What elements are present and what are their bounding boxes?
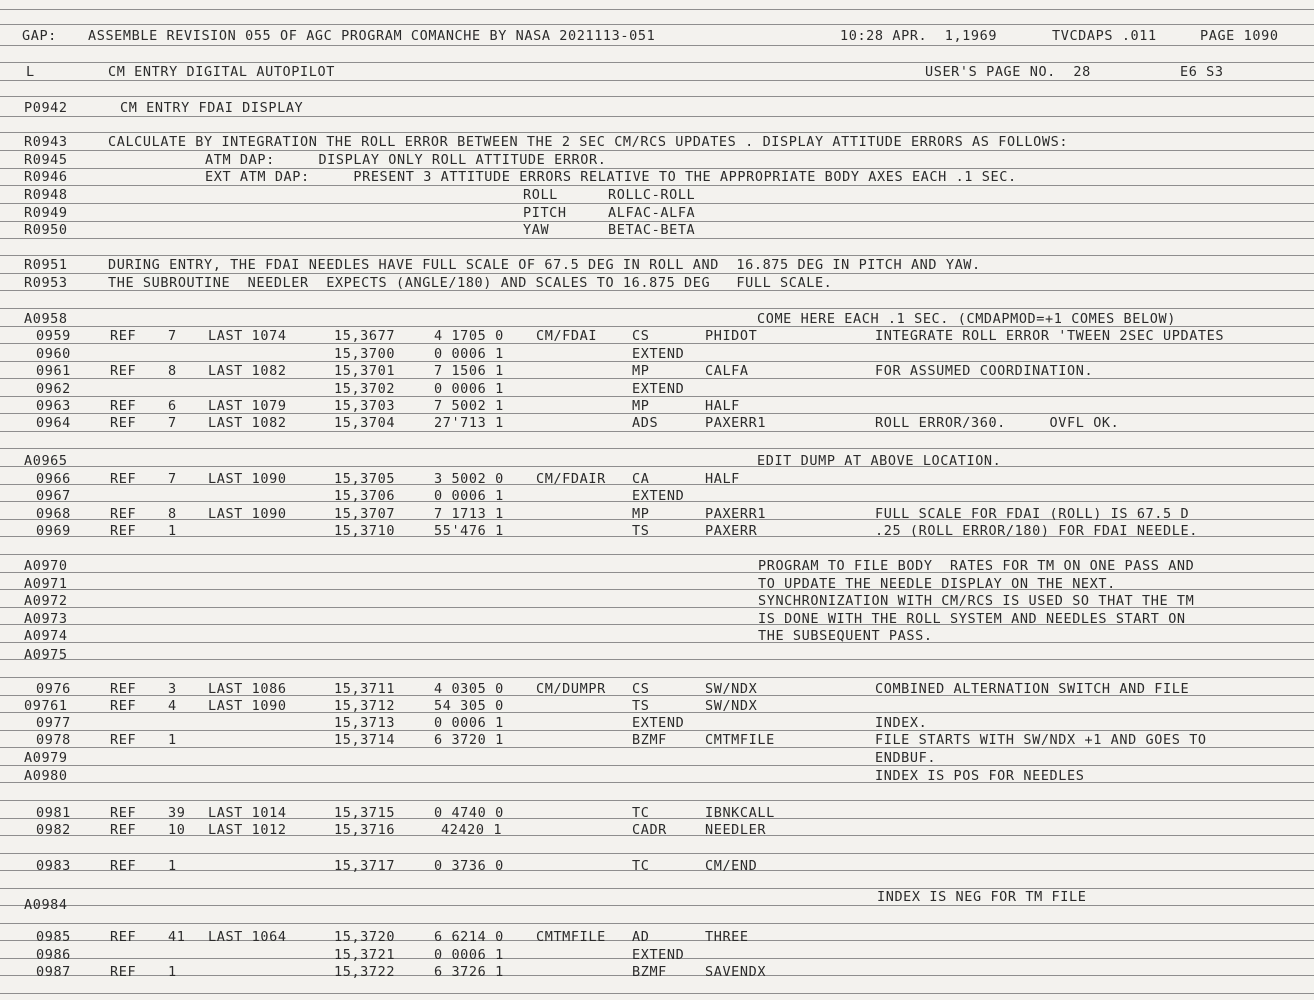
listing-operand: HALF — [705, 471, 740, 487]
listing-ref: REF — [110, 929, 137, 945]
axis-label: YAW — [523, 222, 550, 238]
listing-refn: 1 — [168, 964, 177, 980]
remark-id: R0953 — [24, 275, 68, 291]
listing-op: TC — [632, 805, 650, 821]
listing-last: LAST 1064 — [208, 929, 287, 945]
listing-comment: COME HERE EACH .1 SEC. (CMDAPMOD=+1 COMES BELOW) — [757, 311, 1176, 327]
listing-op: TC — [632, 858, 650, 874]
listing-row — [0, 592, 1314, 610]
listing-line: 0983 — [36, 858, 71, 874]
assemble-title: ASSEMBLE REVISION 055 OF AGC PROGRAM COMANCHE BY NASA 2021113-051 — [88, 28, 656, 44]
listing-row — [0, 575, 1314, 593]
listing-ref: REF — [110, 506, 137, 522]
remark-id: R0949 — [24, 205, 68, 221]
listing-line: A0979 — [24, 750, 68, 766]
listing-word: 3 5002 0 — [434, 471, 504, 487]
listing-operand: PAXERR1 — [705, 415, 767, 431]
listing-addr: 15,3700 — [334, 346, 396, 362]
page-header — [0, 27, 1314, 45]
listing-addr: 15,3721 — [334, 947, 396, 963]
remark-id: R0950 — [24, 222, 68, 238]
remark-id: R0948 — [24, 187, 68, 203]
listing-refn: 7 — [168, 471, 177, 487]
listing-ref: REF — [110, 964, 137, 980]
listing-refn: 41 — [168, 929, 186, 945]
listing-line: 0960 — [36, 346, 71, 362]
module-title: CM ENTRY DIGITAL AUTOPILOT — [108, 64, 335, 80]
listing-ref: REF — [110, 398, 137, 414]
listing-label: CM/DUMPR — [536, 681, 606, 697]
listing-row — [0, 928, 1314, 946]
axis-formula: ROLLC-ROLL — [608, 187, 696, 203]
listing-row — [0, 714, 1314, 732]
listing-refn: 10 — [168, 822, 186, 838]
axis-label: ROLL — [523, 187, 558, 203]
listing-addr: 15,3705 — [334, 471, 396, 487]
listing-row — [0, 487, 1314, 505]
listing-addr: 15,3711 — [334, 681, 396, 697]
gap-label: GAP: — [22, 28, 57, 44]
listing-row — [0, 470, 1314, 488]
listing-operand: CM/END — [705, 858, 758, 874]
print-datetime: 10:28 APR. 1,1969 — [840, 28, 998, 44]
listing-word: 42420 1 — [441, 822, 503, 838]
listing-last: LAST 1090 — [208, 471, 287, 487]
listing-word: 6 3726 1 — [434, 964, 504, 980]
listing-line: A0958 — [24, 311, 68, 327]
listing-refn: 1 — [168, 858, 177, 874]
listing-word: 0 0006 1 — [434, 715, 504, 731]
listing-row — [0, 414, 1314, 432]
remark-text: CALCULATE BY INTEGRATION THE ROLL ERROR BETWEEN THE 2 SEC CM/RCS UPDATES . DISPLAY ATTITUDE ERRORS AS FOLLOWS: — [108, 134, 1069, 150]
listing-ref: REF — [110, 415, 137, 431]
listing-addr: 15,3716 — [334, 822, 396, 838]
listing-line: A0972 — [24, 593, 68, 609]
section-title: CM ENTRY FDAI DISPLAY — [120, 100, 304, 116]
listing-ref: REF — [110, 805, 137, 821]
listing-word: 6 3720 1 — [434, 732, 504, 748]
listing-line: 0967 — [36, 488, 71, 504]
listing-comment: ENDBUF. — [875, 750, 937, 766]
listing-refn: 8 — [168, 506, 177, 522]
remark-text: EXT ATM DAP: PRESENT 3 ATTITUDE ERRORS RELATIVE TO THE APPROPRIATE BODY AXES EACH .1 SEC. — [205, 169, 1017, 185]
listing-refn: 7 — [168, 328, 177, 344]
listing-row — [0, 610, 1314, 628]
listing-comment: .25 (ROLL ERROR/180) FOR FDAI NEEDLE. — [875, 523, 1198, 539]
listing-ref: REF — [110, 363, 137, 379]
listing-label: CMTMFILE — [536, 929, 606, 945]
listing-line: A0984 — [24, 897, 68, 913]
listing-row — [0, 522, 1314, 540]
listing-last: LAST 1090 — [208, 506, 287, 522]
listing-row — [0, 804, 1314, 822]
listing-operand: PHIDOT — [705, 328, 758, 344]
listing-operand: PAXERR — [705, 523, 758, 539]
listing-word: 7 5002 1 — [434, 398, 504, 414]
listing-op: CA — [632, 471, 650, 487]
remark-id: R0946 — [24, 169, 68, 185]
listing-last: LAST 1074 — [208, 328, 287, 344]
listing-line: 0985 — [36, 929, 71, 945]
listing-line: 09761 — [24, 698, 68, 714]
listing-line: 0981 — [36, 805, 71, 821]
listing-op: BZMF — [632, 964, 667, 980]
axis-formula: BETAC-BETA — [608, 222, 696, 238]
listing-last: LAST 1082 — [208, 363, 287, 379]
listing-line: A0971 — [24, 576, 68, 592]
listing-operand: SW/NDX — [705, 681, 758, 697]
listing-ref: REF — [110, 328, 137, 344]
listing-word: 27'713 1 — [434, 415, 504, 431]
listing-row — [0, 505, 1314, 523]
listing-operand: HALF — [705, 398, 740, 414]
listing-operand: NEEDLER — [705, 822, 767, 838]
remark-row — [0, 151, 1314, 169]
listing-refn: 4 — [168, 698, 177, 714]
listing-row — [0, 767, 1314, 785]
listing-op: TS — [632, 523, 650, 539]
remark-row — [0, 168, 1314, 186]
listing-last: LAST 1014 — [208, 805, 287, 821]
listing-last: LAST 1090 — [208, 698, 287, 714]
listing-line: 0966 — [36, 471, 71, 487]
remark-text: THE SUBROUTINE NEEDLER EXPECTS (ANGLE/180) AND SCALES TO 16.875 DEG FULL SCALE. — [108, 275, 833, 291]
listing-refn: 3 — [168, 681, 177, 697]
listing-addr: 15,3720 — [334, 929, 396, 945]
listing-refn: 39 — [168, 805, 186, 821]
remark-id: R0943 — [24, 134, 68, 150]
listing-op: MP — [632, 363, 650, 379]
listing-comment: INDEX IS NEG FOR TM FILE — [877, 889, 1087, 905]
listing-op: ADS — [632, 415, 659, 431]
listing-refn: 8 — [168, 363, 177, 379]
listing-addr: 15,3717 — [334, 858, 396, 874]
listing-line: 0969 — [36, 523, 71, 539]
remark-row — [0, 274, 1314, 292]
listing-line: A0980 — [24, 768, 68, 784]
listing-addr: 15,3714 — [334, 732, 396, 748]
listing-addr: 15,3703 — [334, 398, 396, 414]
listing-line: 0963 — [36, 398, 71, 414]
listing-line: A0970 — [24, 558, 68, 574]
listing-op: AD — [632, 929, 650, 945]
section-heading — [0, 99, 1314, 117]
program-id: TVCDAPS .011 — [1052, 28, 1157, 44]
listing-op: EXTEND — [632, 715, 685, 731]
listing-line: A0974 — [24, 628, 68, 644]
listing-operand: PAXERR1 — [705, 506, 767, 522]
listing-row — [0, 680, 1314, 698]
listing-line: 0961 — [36, 363, 71, 379]
listing-line: 0968 — [36, 506, 71, 522]
listing-addr: 15,3707 — [334, 506, 396, 522]
listing-label: CM/FDAIR — [536, 471, 606, 487]
listing-word: 4 1705 0 — [434, 328, 504, 344]
listing-row — [0, 397, 1314, 415]
listing-row — [0, 821, 1314, 839]
listing-refn: 7 — [168, 415, 177, 431]
listing-last: LAST 1086 — [208, 681, 287, 697]
listing-last: LAST 1082 — [208, 415, 287, 431]
page-number: PAGE 1090 — [1200, 28, 1279, 44]
listing-ref: REF — [110, 822, 137, 838]
listing-line: 0978 — [36, 732, 71, 748]
listing-comment: FULL SCALE FOR FDAI (ROLL) IS 67.5 D — [875, 506, 1190, 522]
listing-row — [0, 452, 1314, 470]
axis-label: PITCH — [523, 205, 567, 221]
listing-comment: COMBINED ALTERNATION SWITCH AND FILE — [875, 681, 1190, 697]
remark-row — [0, 221, 1314, 239]
listing-op: MP — [632, 398, 650, 414]
listing-comment: FILE STARTS WITH SW/NDX +1 AND GOES TO — [875, 732, 1207, 748]
listing-op: EXTEND — [632, 381, 685, 397]
listing-comment: SYNCHRONIZATION WITH CM/RCS IS USED SO THAT THE TM — [758, 593, 1195, 609]
listing-comment: PROGRAM TO FILE BODY RATES FOR TM ON ONE PASS AND — [758, 558, 1195, 574]
listing-operand: IBNKCALL — [705, 805, 775, 821]
listing-op: BZMF — [632, 732, 667, 748]
listing-operand: SW/NDX — [705, 698, 758, 714]
listing-addr: 15,3722 — [334, 964, 396, 980]
remark-row — [0, 204, 1314, 222]
listing-addr: 15,3702 — [334, 381, 396, 397]
listing-code: L — [26, 64, 35, 80]
listing-comment: INDEX IS POS FOR NEEDLES — [875, 768, 1085, 784]
listing-row — [0, 731, 1314, 749]
listing-row — [0, 946, 1314, 964]
listing-op: EXTEND — [632, 346, 685, 362]
remark-row — [0, 186, 1314, 204]
listing-comment: INDEX. — [875, 715, 928, 731]
listing-word: 7 1506 1 — [434, 363, 504, 379]
listing-row — [0, 557, 1314, 575]
listing-word: 54 305 0 — [434, 698, 504, 714]
listing-op: MP — [632, 506, 650, 522]
listing-ref: REF — [110, 858, 137, 874]
listing-row — [0, 896, 1314, 914]
listing-word: 4 0305 0 — [434, 681, 504, 697]
listing-ref: REF — [110, 698, 137, 714]
listing-line: 0977 — [36, 715, 71, 731]
listing-row — [0, 697, 1314, 715]
remark-row — [0, 256, 1314, 274]
listing-comment: THE SUBSEQUENT PASS. — [758, 628, 933, 644]
listing-row — [0, 963, 1314, 981]
axis-formula: ALFAC-ALFA — [608, 205, 696, 221]
listing-comment: FOR ASSUMED COORDINATION. — [875, 363, 1094, 379]
listing-comment: ROLL ERROR/360. OVFL OK. — [875, 415, 1120, 431]
listing-line: A0965 — [24, 453, 68, 469]
listing-op: TS — [632, 698, 650, 714]
listing-row — [0, 380, 1314, 398]
listing-op: CS — [632, 328, 650, 344]
listing-row — [0, 327, 1314, 345]
listing-addr: 15,3704 — [334, 415, 396, 431]
listing-row — [0, 310, 1314, 328]
listing-operand: SAVENDX — [705, 964, 767, 980]
listing-word: 0 0006 1 — [434, 381, 504, 397]
listing-word: 55'476 1 — [434, 523, 504, 539]
listing-line: 0964 — [36, 415, 71, 431]
listing-ref: REF — [110, 471, 137, 487]
listing-line: 0962 — [36, 381, 71, 397]
listing-refn: 6 — [168, 398, 177, 414]
listing-word: 7 1713 1 — [434, 506, 504, 522]
listing-line: 0959 — [36, 328, 71, 344]
listing-operand: THREE — [705, 929, 749, 945]
sub-header — [0, 63, 1314, 81]
section-id: P0942 — [24, 100, 68, 116]
listing-addr: 15,3712 — [334, 698, 396, 714]
listing-word: 0 0006 1 — [434, 488, 504, 504]
remark-row — [0, 133, 1314, 151]
listing-refn: 1 — [168, 732, 177, 748]
listing-line: A0973 — [24, 611, 68, 627]
remark-text: ATM DAP: DISPLAY ONLY ROLL ATTITUDE ERROR. — [205, 152, 607, 168]
listing-line: 0986 — [36, 947, 71, 963]
listing-op: EXTEND — [632, 488, 685, 504]
listing-ref: REF — [110, 681, 137, 697]
listing-op: CADR — [632, 822, 667, 838]
listing-word: 0 3736 0 — [434, 858, 504, 874]
listing-word: 0 4740 0 — [434, 805, 504, 821]
sheet-code: E6 S3 — [1180, 64, 1224, 80]
listing-op: CS — [632, 681, 650, 697]
listing-row — [0, 749, 1314, 767]
listing-comment: EDIT DUMP AT ABOVE LOCATION. — [757, 453, 1002, 469]
listing-word: 0 0006 1 — [434, 947, 504, 963]
remark-text: DURING ENTRY, THE FDAI NEEDLES HAVE FULL SCALE OF 67.5 DEG IN ROLL AND 16.875 DEG IN PITCH AND YAW. — [108, 257, 981, 273]
listing-comment: INTEGRATE ROLL ERROR 'TWEEN 2SEC UPDATES — [875, 328, 1225, 344]
listing-last: LAST 1012 — [208, 822, 287, 838]
listing-addr: 15,3715 — [334, 805, 396, 821]
listing-last: LAST 1079 — [208, 398, 287, 414]
listing-addr: 15,3713 — [334, 715, 396, 731]
listing-op: EXTEND — [632, 947, 685, 963]
listing-row — [0, 362, 1314, 380]
listing-addr: 15,3706 — [334, 488, 396, 504]
listing-operand: CALFA — [705, 363, 749, 379]
listing-row — [0, 345, 1314, 363]
listing-operand: CMTMFILE — [705, 732, 775, 748]
listing-ref: REF — [110, 732, 137, 748]
listing-line: 0987 — [36, 964, 71, 980]
listing-row — [0, 646, 1314, 664]
listing-addr: 15,3710 — [334, 523, 396, 539]
listing-word: 0 0006 1 — [434, 346, 504, 362]
listing-line: A0975 — [24, 647, 68, 663]
listing-label: CM/FDAI — [536, 328, 598, 344]
listing-line: 0976 — [36, 681, 71, 697]
listing-refn: 1 — [168, 523, 177, 539]
users-page-number: USER'S PAGE NO. 28 — [925, 64, 1091, 80]
listing-row — [0, 627, 1314, 645]
remark-id: R0951 — [24, 257, 68, 273]
listing-row — [0, 857, 1314, 875]
listing-comment: IS DONE WITH THE ROLL SYSTEM AND NEEDLES START ON — [758, 611, 1186, 627]
listing-comment: TO UPDATE THE NEEDLE DISPLAY ON THE NEXT. — [758, 576, 1116, 592]
listing-addr: 15,3701 — [334, 363, 396, 379]
listing-addr: 15,3677 — [334, 328, 396, 344]
listing-line: 0982 — [36, 822, 71, 838]
listing-word: 6 6214 0 — [434, 929, 504, 945]
remark-id: R0945 — [24, 152, 68, 168]
listing-ref: REF — [110, 523, 137, 539]
